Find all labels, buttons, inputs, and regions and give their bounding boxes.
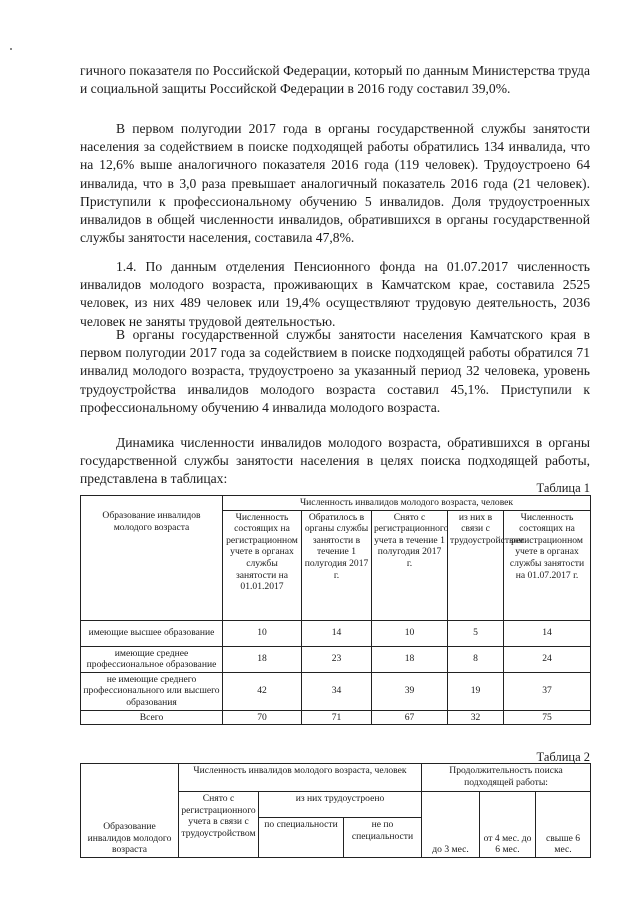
table-2-over-6-header: свыше 6 мес. (536, 792, 591, 858)
table-cell: 37 (504, 672, 591, 710)
table-cell: 24 (504, 646, 591, 672)
table-cell: 34 (302, 672, 372, 710)
table-cell: 32 (448, 710, 504, 725)
table-cell: 75 (504, 710, 591, 725)
table-2-not-by-specialty-header: не по специальности (344, 818, 422, 858)
table-cell: 19 (448, 672, 504, 710)
table-1-col-header: из них в связи с трудоустройством (448, 510, 504, 620)
table-1-col-header: Снято с регистрационного учета в течение 1 полугодия 2017 г. (372, 510, 448, 620)
table-2-duration-header: Продолжительность поиска подходящей работы: (422, 764, 591, 792)
table-cell: 18 (372, 646, 448, 672)
table-cell: 14 (504, 620, 591, 646)
table-cell: 23 (302, 646, 372, 672)
table-cell: 5 (448, 620, 504, 646)
table-2-up-to-3-header: до 3 мес. (422, 792, 480, 858)
paragraph-3: 1.4. По данным отделения Пенсионного фонда на 01.07.2017 численность инвалидов молодого возраста, проживающих в Камчатском крае, составила 2525 человек, из них 489 человек или 19,4% осуществляют трудовую деятельность, 2036 человек не заняты трудовой деятельностью. (80, 259, 590, 329)
paragraph-2: В первом полугодии 2017 года в органы государственной службы занятости населения за содействием в поиске подходящей работы обратились 134 инвалида, что на 12,6% выше аналогичного показателя 2016 года (119 человек). Трудоустроено 64 инвалида, что в 3,0 раза превышает аналогичный показатель 2016 года (21 человек). Приступили к профессиональному обучению 5 инвалидов. Доля трудоустроенных инвалидов в общей численности инвалидов, обратившихся в органы государственной службы занятости населения, составила 47,8%. (80, 121, 590, 246)
scan-speck (10, 48, 12, 50)
table-2-caption: Таблица 2 (536, 750, 590, 764)
table-1-stub-header: Образование инвалидов молодого возраста (81, 496, 223, 621)
table-1-col-header: Обратилось в органы службы занятости в течение 1 полугодия 2017 г. (302, 510, 372, 620)
table-cell: 18 (223, 646, 302, 672)
table-2-removed-header: Снято с регистрационного учета в связи с трудоустройством (179, 792, 259, 858)
table-2-count-header: Численность инвалидов молодого возраста, человек (179, 764, 422, 792)
table-1-row-label: имеющие среднее профессиональное образование (81, 646, 223, 672)
table-2-of-them-header: из них трудоустроено (259, 792, 422, 818)
paragraph-4: В органы государственной службы занятости населения Камчатского края в первом полугодии 2017 года за содействием в поиске подходящей работы обратился 71 инвалид молодого возраста, трудоустроено за указанный период 32 человека, уровень трудоустройства инвалидов молодого возраста составил 45,1%. Приступили к профессиональному обучению 4 инвалида молодого возраста. (80, 327, 590, 415)
table-1 (80, 495, 591, 725)
table-cell: 14 (302, 620, 372, 646)
table-cell: 67 (372, 710, 448, 725)
table-row (81, 672, 591, 710)
table-cell: 10 (372, 620, 448, 646)
table-2-by-specialty-header: по специальности (259, 818, 344, 858)
table-row-total (81, 710, 591, 725)
table-2-4-to-6-header: от 4 мес. до 6 мес. (480, 792, 536, 858)
table-1-group-header: Численность инвалидов молодого возраста, человек (223, 496, 591, 511)
paragraph-1: гичного показателя по Российской Федерации, который по данным Министерства труда и социальной защиты Российской Федерации в 2016 году составил 39,0%. (80, 63, 590, 97)
table-1-caption: Таблица 1 (536, 481, 590, 495)
table-cell: 39 (372, 672, 448, 710)
table-2-stub-header: Образование инвалидов молодого возраста (81, 764, 179, 858)
table-1-row-label: Всего (81, 710, 223, 725)
table-cell: 70 (223, 710, 302, 725)
table-1-col-header: Численность состоящих на регистрационном учете в органах службы занятости на 01.07.2017 г. (504, 510, 591, 620)
table-row (81, 620, 591, 646)
table-row (81, 646, 591, 672)
table-1-col-header: Численность состоящих на регистрационном учете в органах службы занятости на 01.01.2017 (223, 510, 302, 620)
table-cell: 10 (223, 620, 302, 646)
table-cell: 71 (302, 710, 372, 725)
paragraph-5: Динамика численности инвалидов молодого возраста, обратившихся в органы государственной службы занятости населения в целях поиска подходящей работы, представлена в таблицах: (80, 435, 590, 487)
table-2 (80, 763, 591, 858)
table-1-row-label: не имеющие среднего профессионального или высшего образования (81, 672, 223, 710)
table-cell: 42 (223, 672, 302, 710)
table-1-row-label: имеющие высшее образование (81, 620, 223, 646)
table-cell: 8 (448, 646, 504, 672)
